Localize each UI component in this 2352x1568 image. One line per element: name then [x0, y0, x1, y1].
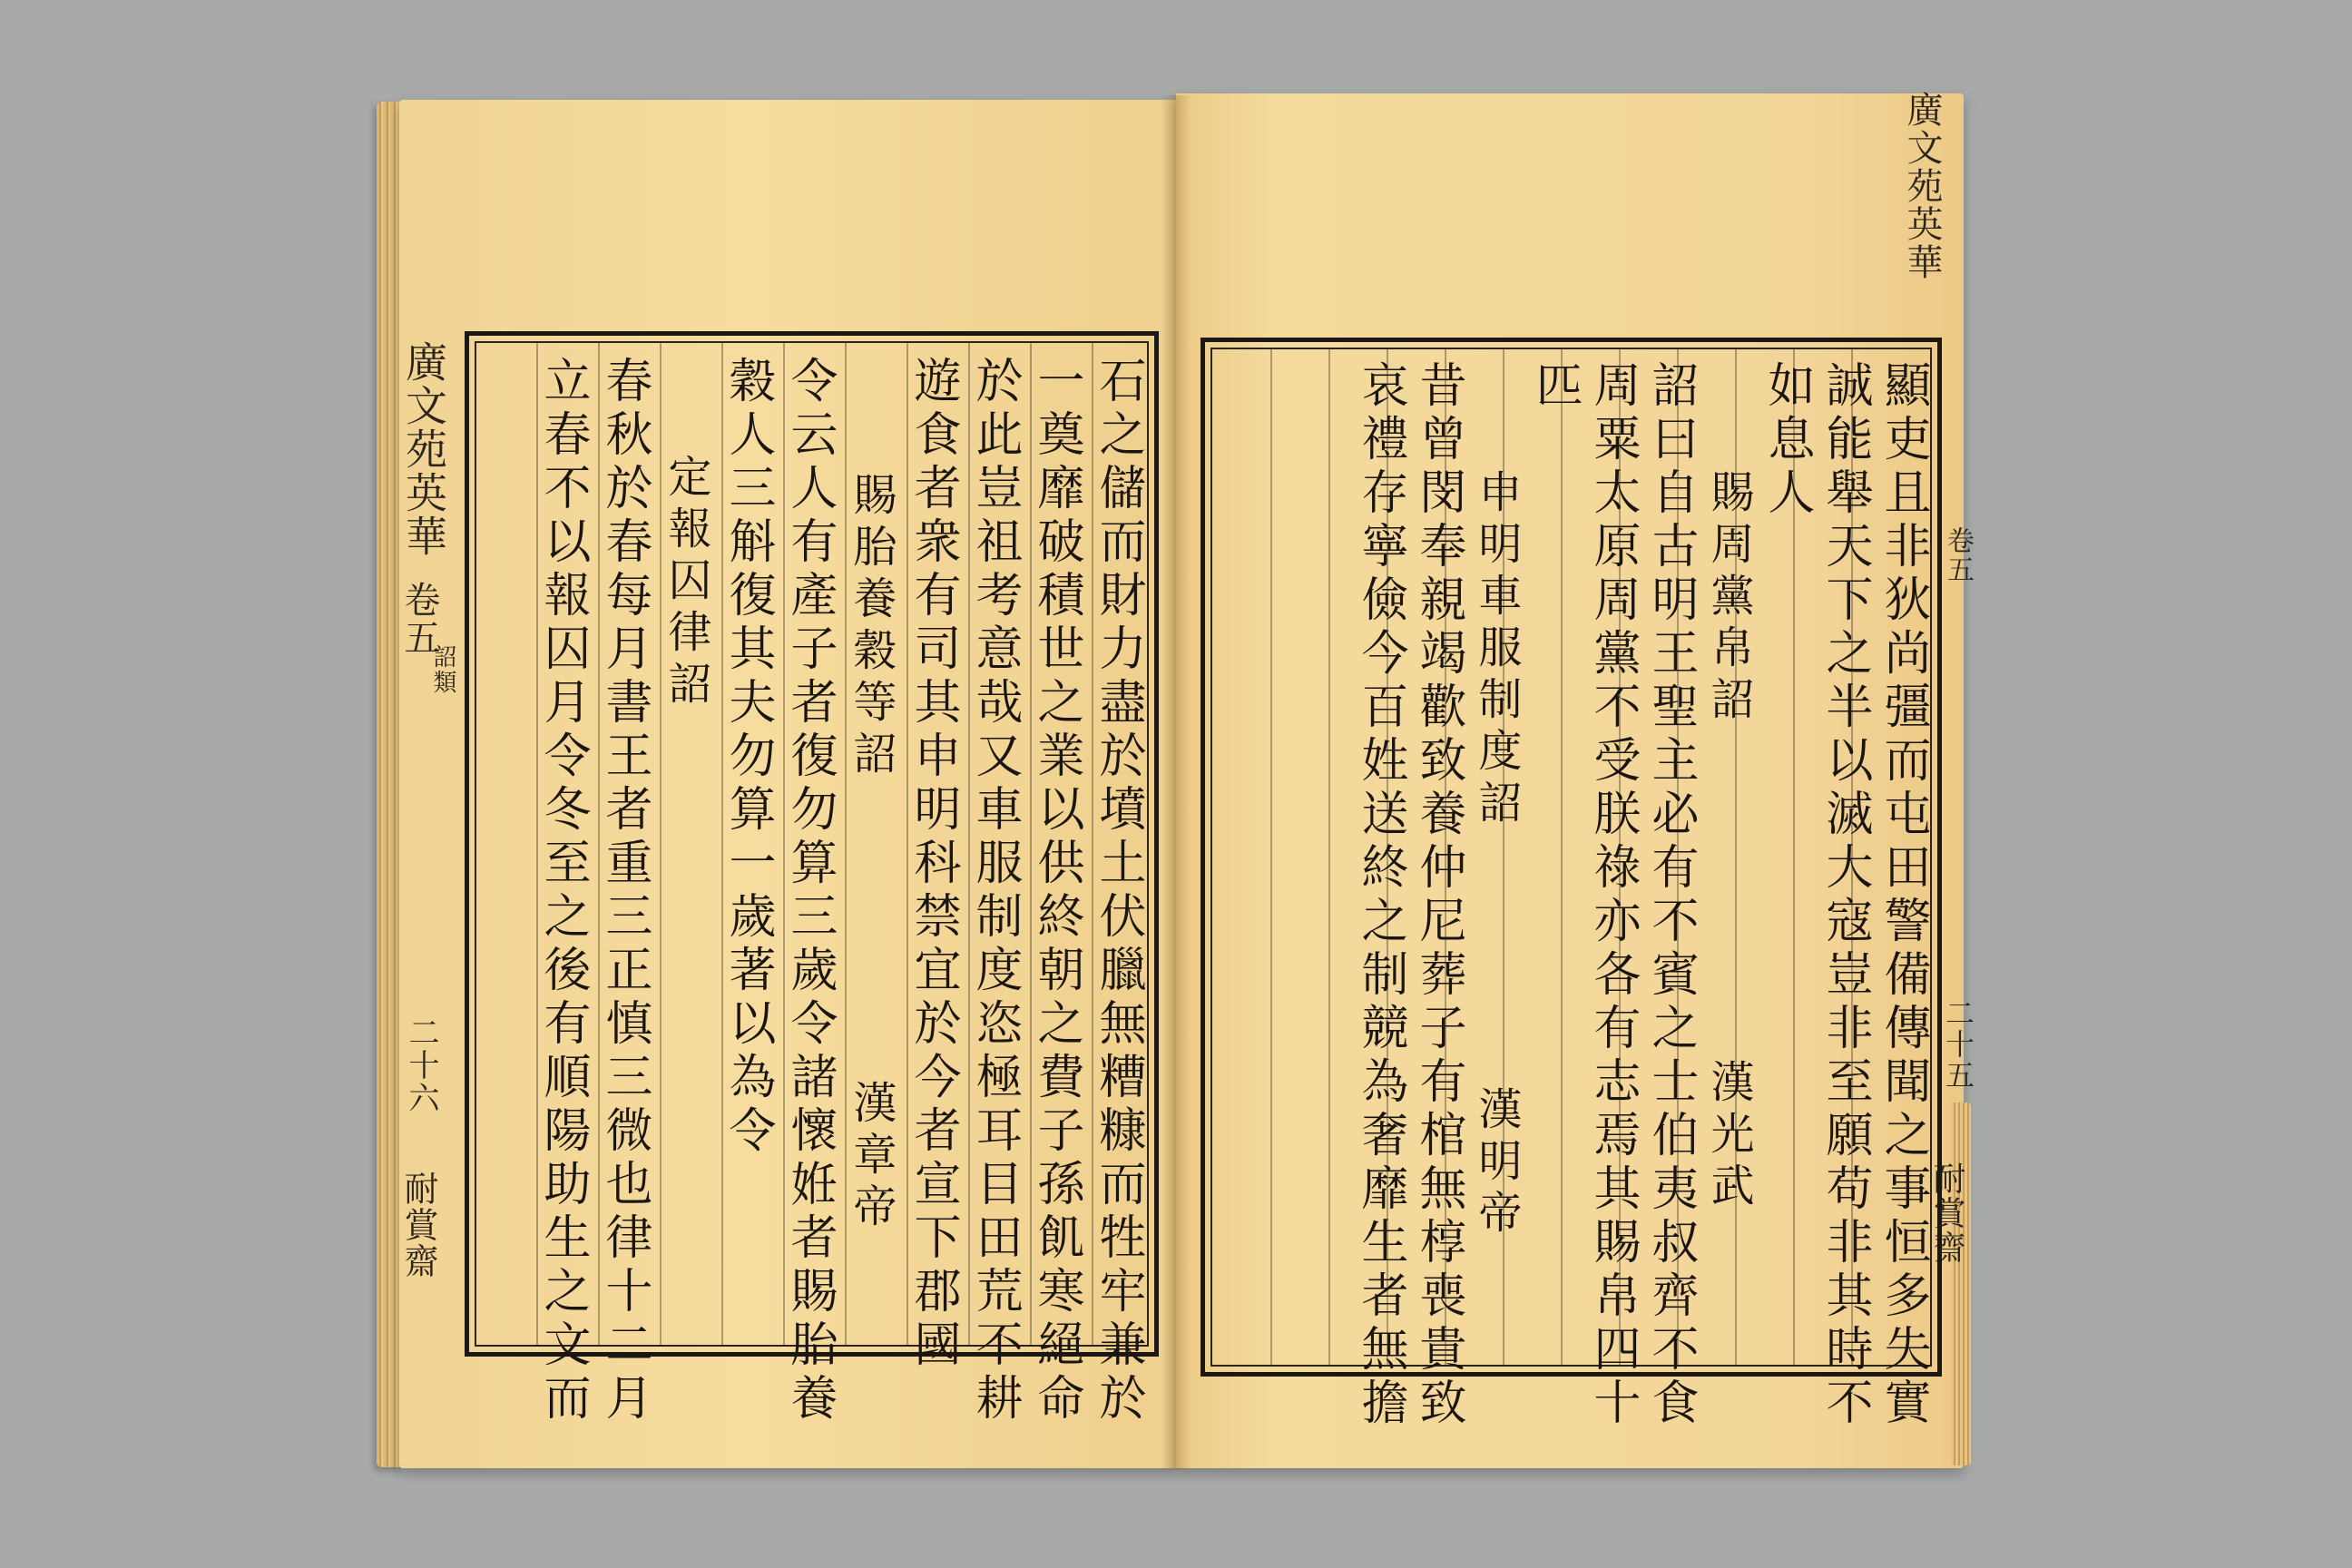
right-col-8-author: 漢明帝: [1471, 1086, 1522, 1241]
right-margin-publisher: 耐賞齋: [1928, 1161, 1965, 1265]
left-margin-category: 詔類: [429, 644, 456, 695]
left-col-1: 石之儲而財力盡於墳土伏臘無糟糠而牲牢兼於: [1091, 356, 1145, 1426]
right-col-3: 如息人: [1759, 360, 1814, 521]
left-col-8-heading: 定報囚律詔: [661, 454, 711, 712]
right-col-8-heading: 申明車服制度詔: [1471, 469, 1522, 831]
right-col-5: 詔曰自古明王聖主必有不賓之士伯夷叔齊不食: [1643, 360, 1698, 1431]
right-text-frame: [1200, 338, 1942, 1431]
right-col-7: 匹: [1527, 360, 1582, 414]
left-col-2: 一奠靡破積世之業以供終朝之費子孫飢寒絕命: [1029, 356, 1083, 1426]
left-col-10: 立春不以報囚月令冬至之後有順陽助生之文而: [535, 356, 590, 1426]
left-col-4: 遊食者衆有司其申明科禁宜於今者宣下郡國: [906, 356, 960, 1373]
right-col-4-author: 漢光武: [1703, 1059, 1754, 1214]
left-col-5-author: 漢章帝: [846, 1080, 897, 1235]
right-margin-title: 廣文苑英華: [1901, 91, 1943, 281]
right-margin-page-number: 二十五: [1941, 998, 1975, 1091]
left-text-frame: [465, 331, 1159, 1426]
left-col-9: 春秋於春每月書王者重三正慎三微也律十二月: [597, 356, 652, 1426]
left-col-5-heading: 賜胎養穀等詔: [846, 472, 897, 782]
left-col-6: 令云人有產子者復勿算三歲令諸懷姙者賜胎養: [782, 356, 837, 1426]
right-col-2: 誠能舉天下之半以滅大寇豈非至願苟非其時不: [1818, 360, 1872, 1431]
page-edges-right: [1951, 1102, 1971, 1465]
right-col-1: 顯吏且非狄尚彊而屯田警備傳聞之事恒多失實: [1876, 360, 1930, 1431]
left-margin-volume: 卷五: [398, 581, 440, 657]
left-margin-page-number: 二十六: [403, 1016, 439, 1114]
right-col-6: 周粟太原周黨不受朕祿亦各有志焉其賜帛四十: [1585, 360, 1640, 1431]
left-margin-publisher: 耐賞齋: [398, 1171, 438, 1279]
left-margin-title: 廣文苑英華: [399, 340, 448, 558]
left-col-7: 穀人三斛復其夫勿算一歲著以為令: [720, 356, 775, 1159]
right-col-9: 昔曾閔奉親竭歡致養仲尼葬子有棺無椁喪貴致: [1411, 360, 1465, 1431]
right-col-4-heading: 賜周黨帛詔: [1703, 469, 1754, 728]
right-margin-volume: 卷五: [1942, 526, 1974, 584]
left-col-3: 於此豈祖考意哉又車服制度恣極耳目田荒不耕: [967, 356, 1022, 1426]
book-gutter: [1161, 95, 1191, 1470]
right-col-10: 哀禮存寧儉今百姓送終之制競為奢靡生者無擔: [1353, 360, 1407, 1431]
